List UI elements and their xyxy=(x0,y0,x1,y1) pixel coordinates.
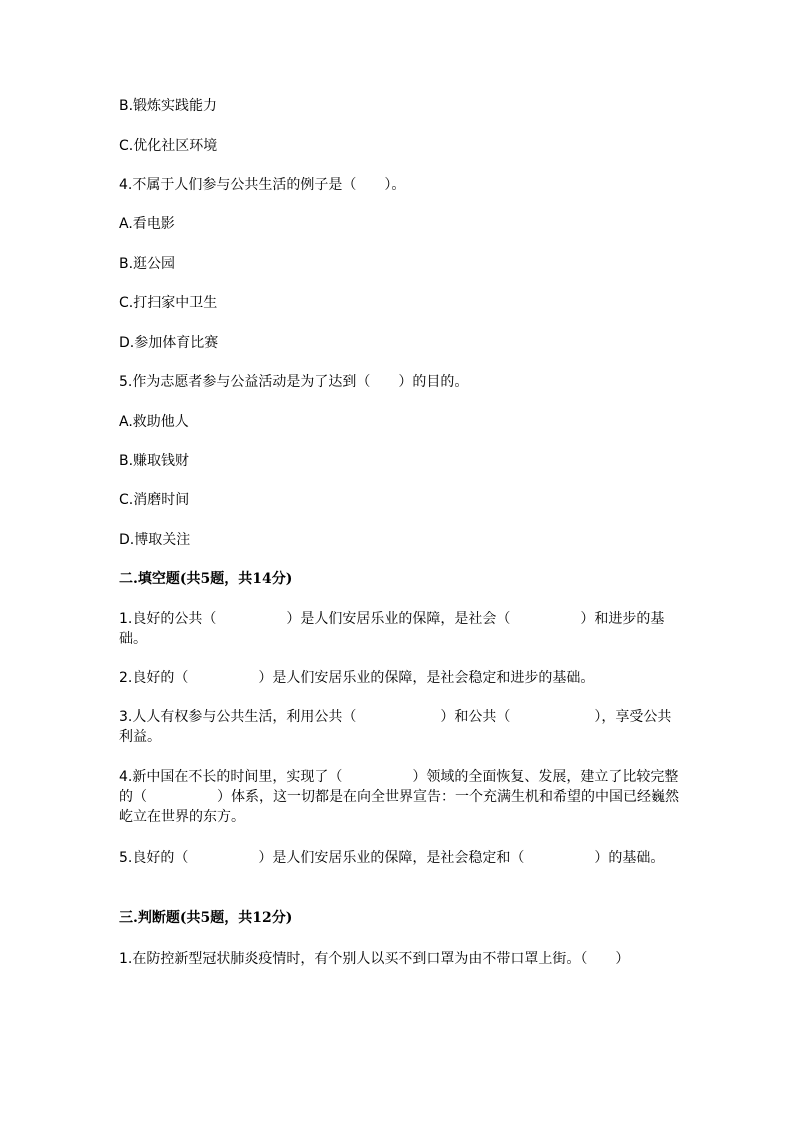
fill-question-2: 2.良好的（ ）是人们安居乐业的保障，是社会稳定和进步的基础。 xyxy=(119,670,595,686)
q4-stem: 4.不属于人们参与公共生活的例子是（ ）。 xyxy=(119,177,406,193)
q5-option-b: B.赚取钱财 xyxy=(119,453,190,469)
q4-option-d: D.参加体育比赛 xyxy=(119,335,219,351)
q4-option-a: A.看电影 xyxy=(119,216,175,232)
fill-question-1: 1.良好的公共（ ）是人们安居乐业的保障，是社会（ ）和进步的基础。 xyxy=(119,611,665,647)
fill-question-3: 3.人人有权参与公共生活，利用公共（ ）和公共（ ），享受公共利益。 xyxy=(119,709,672,745)
section2-heading: 二.填空题(共5题，共14分) xyxy=(119,571,293,587)
judge-question-1: 1.在防控新型冠状肺炎疫情时，有个别人以买不到口罩为由不带口罩上街。（ ） xyxy=(119,951,630,967)
fill-question-4: 4.新中国在不长的时间里，实现了（ ）领域的全面恢复、发展，建立了比较完整的（ ）体系，这一切都是在向全世界宣告：一个充满生机和希望的中国已经巍然屹立在世界的东方。 xyxy=(119,769,679,825)
q3-option-b: B.锻炼实践能力 xyxy=(119,98,218,114)
section3-heading: 三.判断题(共5题，共12分) xyxy=(119,910,293,926)
q5-option-d: D.博取关注 xyxy=(119,532,191,548)
q5-option-c: C.消磨时间 xyxy=(119,492,190,508)
q4-option-c: C.打扫家中卫生 xyxy=(119,295,218,311)
fill-question-5: 5.良好的（ ）是人们安居乐业的保障，是社会稳定和（ ）的基础。 xyxy=(119,850,665,866)
q4-option-b: B.逛公园 xyxy=(119,256,176,272)
q5-option-a: A.救助他人 xyxy=(119,414,189,430)
q5-stem: 5.作为志愿者参与公益活动是为了达到（ ）的目的。 xyxy=(119,374,469,390)
q3-option-c: C.优化社区环境 xyxy=(119,138,218,154)
